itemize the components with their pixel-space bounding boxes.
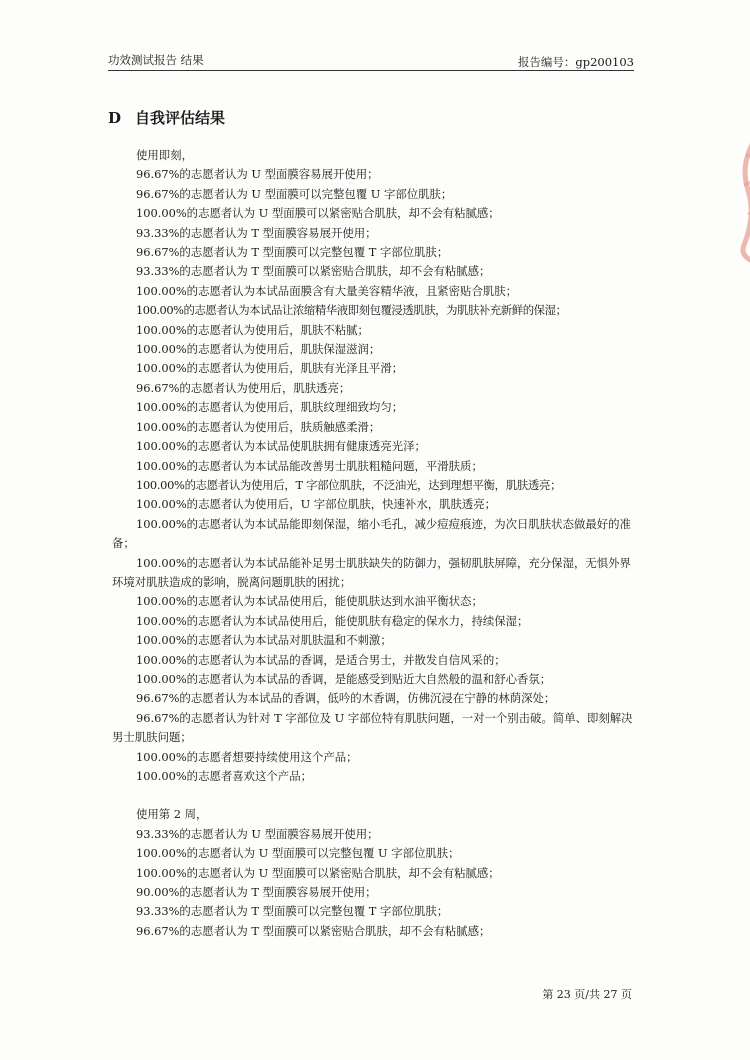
result-line: 96.67%的志愿者认为针对 T 字部位及 U 字部位特有肌肤问题，一对一个别击破。简单、即刻解决男士肌肤问题； [112, 710, 633, 745]
result-line: 100.00%的志愿者认为 U 型面膜可以完整包覆 U 字部位肌肤； [136, 846, 460, 861]
result-line: 100.00%的志愿者认为本试品让浓缩精华液即刻包覆浸透肌肤，为肌肤补充新鲜的保湿； [136, 303, 567, 318]
result-line: 100.00%的志愿者认为使用后，肌肤有光泽且平滑； [136, 361, 404, 376]
result-line: 100.00%的志愿者认为本试品使用后，能使肌肤达到水油平衡状态； [136, 594, 483, 609]
result-line: 93.33%的志愿者认为 T 型面膜容易展开使用； [136, 225, 377, 240]
result-line: 93.33%的志愿者认为 T 型面膜可以紧密贴合肌肤，却不会有粘腻感； [136, 264, 491, 279]
result-line: 96.67%的志愿者认为本试品的香调，低吟的木香调，仿佛沉浸在宁静的林荫深处； [136, 691, 556, 706]
result-line: 100.00%的志愿者认为本试品使用后，能使肌肤有稳定的保水力，持续保湿； [136, 613, 529, 628]
result-line: 100.00%的志愿者认为使用后，肤质触感柔滑； [136, 419, 381, 434]
page-number: 第 23 页/共 27 页 [542, 988, 632, 1001]
result-line: 100.00%的志愿者认为本试品能改善男士肌肤粗糙问题，平滑肤质； [136, 458, 483, 473]
result-line: 100.00%的志愿者认为本试品的香调，是能感受到贴近大自然般的温和舒心香氛； [136, 671, 552, 686]
result-line: 100.00%的志愿者认为本试品能即刻保湿，缩小毛孔，减少痘痘痕迹，为次日肌肤状态做最好的准备； [112, 516, 631, 551]
result-line: 100.00%的志愿者认为使用后，T 字部位肌肤，不泛油光，达到理想平衡，肌肤透亮； [136, 477, 562, 492]
result-line: 100.00%的志愿者认为本试品的香调，是适合男士，并散发自信风采的； [136, 652, 506, 667]
section-gap [112, 786, 636, 805]
result-line: 93.33%的志愿者认为 T 型面膜可以完整包覆 T 字部位肌肤； [136, 904, 449, 919]
seal-stamp-icon [732, 135, 750, 265]
section-title: 自我评估结果 [135, 109, 226, 127]
section-letter: D [108, 109, 122, 127]
page-header [108, 50, 634, 71]
header-report-title: 功效测试报告 结果 [108, 53, 204, 67]
result-line: 100.00%的志愿者认为使用后，肌肤不粘腻； [136, 322, 369, 337]
result-line: 100.00%的志愿者认为本试品使肌肤拥有健康透亮光泽； [136, 439, 426, 454]
result-line: 100.00%的志愿者认为使用后，U 字部位肌肤，快速补水，肌肤透亮； [136, 497, 497, 512]
result-line: 100.00%的志愿者认为本试品面膜含有大量美容精华液，且紧密贴合肌肤； [136, 283, 518, 298]
result-line: 90.00%的志愿者认为 T 型面膜容易展开使用； [136, 885, 377, 900]
result-line: 96.67%的志愿者认为 U 型面膜容易展开使用； [136, 167, 379, 182]
report-body [112, 146, 636, 941]
section-heading [108, 107, 225, 128]
week2-heading: 使用第 2 周， [136, 807, 208, 822]
result-line: 100.00%的志愿者认为本试品对肌肤温和不刺激； [136, 633, 392, 648]
result-line: 96.67%的志愿者认为 T 型面膜可以紧密贴合肌肤，却不会有粘腻感； [136, 923, 491, 938]
result-line: 100.00%的志愿者认为使用后，肌肤保湿滋润； [136, 342, 381, 357]
week0-heading: 使用即刻， [136, 148, 193, 162]
result-line: 100.00%的志愿者喜欢这个产品； [136, 769, 312, 783]
result-line: 96.67%的志愿者认为 T 型面膜可以完整包覆 T 字部位肌肤； [136, 245, 449, 260]
result-line: 100.00%的志愿者认为 U 型面膜可以紧密贴合肌肤，却不会有粘腻感； [136, 865, 500, 880]
result-line: 100.00%的志愿者认为 U 型面膜可以紧密贴合肌肤，却不会有粘腻感； [136, 206, 500, 221]
header-report-number: 报告编号：gp200103 [517, 55, 634, 69]
result-line: 93.33%的志愿者认为 U 型面膜容易展开使用； [136, 826, 379, 841]
result-line: 100.00%的志愿者认为本试品能补足男士肌肤缺失的防御力，强韧肌肤屏障，充分保湿，无惧外界环境对肌肤造成的影响，脱离问题肌肤的困扰； [112, 555, 631, 589]
result-line: 96.67%的志愿者认为使用后，肌肤透亮； [136, 380, 351, 395]
result-line: 100.00%的志愿者认为使用后，肌肤纹理细致均匀； [136, 400, 404, 415]
result-line: 96.67%的志愿者认为 U 型面膜可以完整包覆 U 字部位肌肤； [136, 186, 453, 201]
result-line: 100.00%的志愿者想要持续使用这个产品； [136, 749, 358, 764]
